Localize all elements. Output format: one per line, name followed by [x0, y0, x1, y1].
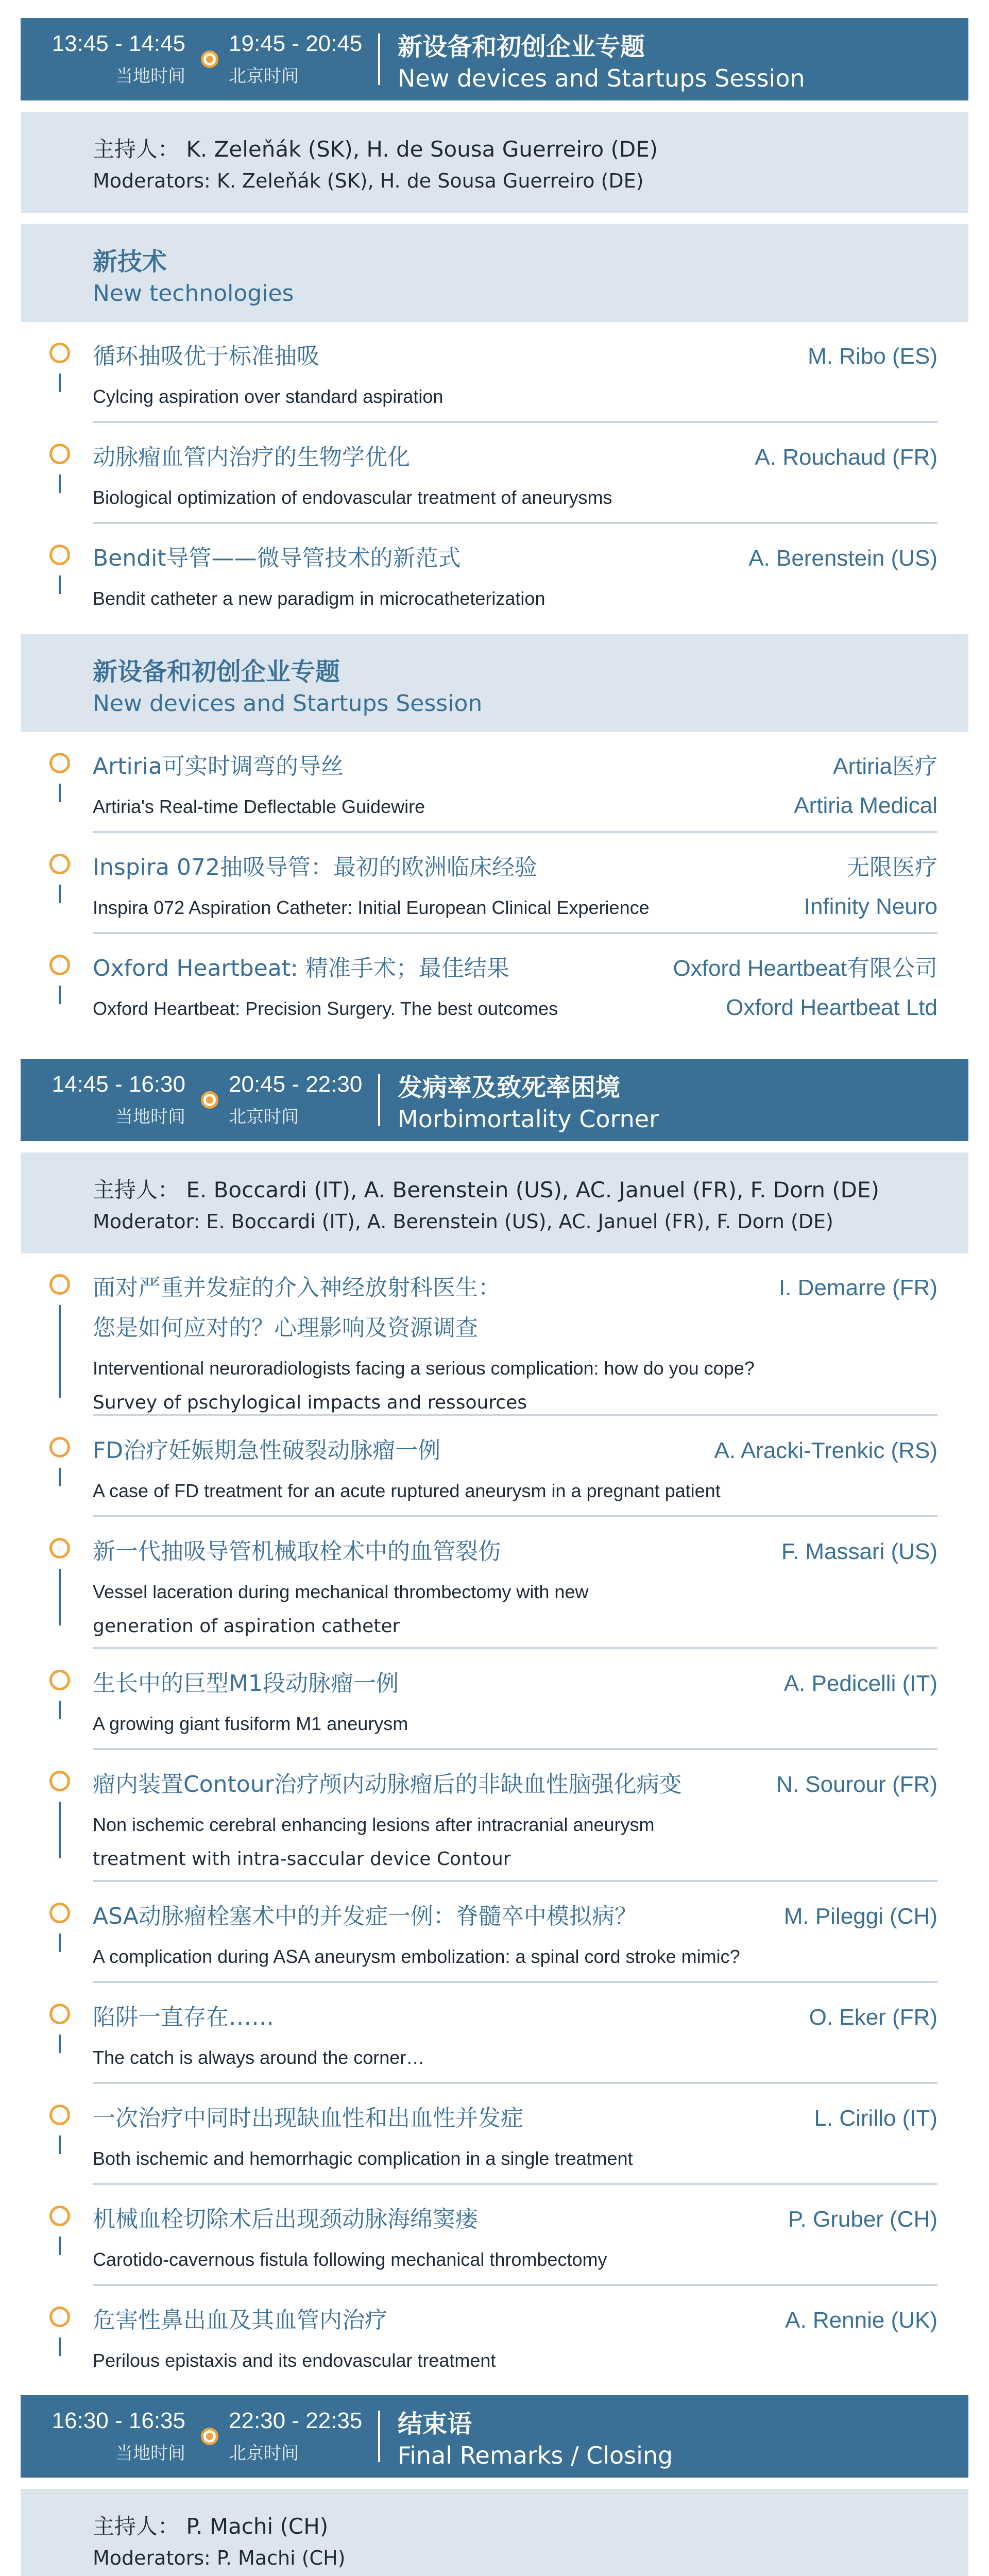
header-divider	[378, 1074, 380, 1126]
bullet-circle-icon	[49, 343, 70, 363]
bullet-circle-icon	[49, 444, 70, 464]
session-title-block	[398, 27, 805, 92]
beijing-time-block	[229, 1072, 378, 1127]
bullet-line	[59, 575, 61, 594]
bullet-line	[59, 1569, 61, 1625]
talk-speaker: O. Eker (FR)	[809, 2005, 937, 2030]
beijing-time-label: 北京时间	[229, 65, 299, 87]
talk-title-zh: Bendit导管——微导管技术的新范式	[93, 545, 461, 571]
talk-speaker: Oxford Heartbeat有限公司	[673, 956, 937, 981]
bullet-circle-icon	[49, 854, 70, 874]
talk-speaker: F. Massari (US)	[781, 1539, 937, 1564]
talk-title-en: Oxford Heartbeat: Precision Surgery. The best outcomes	[93, 998, 558, 1019]
category-en: New devices and Startups Session	[93, 690, 483, 717]
moderator-en: Moderator: E. Boccardi (IT), A. Berenstein (US), AC. Januel (FR), F. Dorn (DE)	[93, 1210, 833, 1233]
talk-speaker: A. Berenstein (US)	[748, 546, 937, 571]
talk-title-zh: 瘤内装置Contour治疗颅内动脉瘤后的非缺血性脑强化病变	[93, 1771, 682, 1798]
beijing-time-label: 北京时间	[229, 1106, 299, 1127]
bullet-circle-icon	[49, 1771, 70, 1791]
talk-item	[93, 833, 937, 934]
talk-title-en: Artiria's Real-time Deflectable Guidewire	[93, 796, 425, 817]
header-divider	[378, 2411, 380, 2462]
bullet-circle-icon	[49, 2307, 70, 2327]
local-time-label: 当地时间	[115, 1106, 185, 1127]
talk-title-en-line2: generation of aspiration catheter	[93, 1615, 400, 1637]
talk-speaker: L. Cirillo (IT)	[814, 2106, 937, 2131]
local-time: 14:45 - 16:30	[52, 1072, 185, 1097]
category-strip	[21, 224, 968, 322]
talk-item	[93, 1750, 937, 1882]
bullet-circle-icon	[49, 545, 70, 565]
talk-title-zh: 陷阱一直存在……	[93, 2004, 274, 2030]
local-time-block	[21, 31, 196, 87]
talk-item	[93, 934, 937, 1033]
header-divider	[378, 33, 380, 85]
talk-title-en: The catch is always around the corner…	[93, 2047, 425, 2068]
beijing-time: 22:30 - 22:35	[229, 2408, 363, 2434]
beijing-time-label: 北京时间	[229, 2443, 299, 2464]
talk-title-en: Carotido-cavernous fistula following mechanical thrombectomy	[93, 2249, 607, 2270]
talk-title-en: Vessel laceration during mechanical thrombectomy with new	[93, 1581, 589, 1602]
talk-title-zh: FD治疗妊娠期急性破裂动脉瘤一例	[93, 1437, 441, 1464]
bullet-line	[59, 1701, 61, 1719]
beijing-time: 20:45 - 22:30	[229, 1072, 363, 1097]
session-header	[21, 2395, 968, 2478]
session-header	[21, 18, 968, 100]
talk-speaker: A. Rennie (UK)	[785, 2308, 937, 2333]
talk-speaker-en: Oxford Heartbeat Ltd	[726, 995, 937, 1020]
bullet-line	[59, 784, 61, 802]
bullet-line	[59, 1305, 61, 1398]
clock-dot-icon	[201, 2428, 218, 2445]
session-title-block	[398, 1067, 659, 1133]
bullet-line	[59, 374, 61, 392]
bullet-line	[59, 885, 61, 903]
bullet-line	[59, 474, 61, 493]
bullet-circle-icon	[49, 2004, 70, 2024]
session-title-zh: 新设备和初创企业专题	[398, 32, 645, 61]
clock-dot-icon	[201, 50, 218, 68]
category-en: New technologies	[93, 280, 294, 307]
talk-speaker: M. Pileggi (CH)	[783, 1904, 937, 1929]
bullet-line	[59, 2236, 61, 2255]
talk-title-zh: 新一代抽吸导管机械取栓术中的血管裂伤	[93, 1538, 501, 1565]
talk-speaker: M. Ribo (ES)	[808, 344, 937, 369]
talk-title-en: Cylcing aspiration over standard aspiration	[93, 386, 444, 407]
talk-item	[93, 2286, 937, 2385]
bullet-line	[59, 1802, 61, 1858]
category-strip	[21, 634, 968, 732]
talk-title-zh-line2: 您是如何应对的？心理影响及资源调查	[93, 1315, 478, 1341]
moderator-box	[21, 2489, 968, 2576]
talk-title-en: Perilous epistaxis and its endovascular treatment	[93, 2350, 496, 2371]
talk-title-zh: 生长中的巨型M1段动脉瘤一例	[93, 1670, 399, 1697]
talk-speaker: A. Rouchaud (FR)	[755, 445, 937, 470]
local-time-block	[21, 2409, 196, 2464]
talk-speaker: I. Demarre (FR)	[779, 1275, 937, 1300]
talk-item	[93, 1882, 937, 1983]
talk-speaker: A. Aracki-Trenkic (RS)	[714, 1438, 937, 1463]
talk-item	[93, 1416, 937, 1517]
local-time-label: 当地时间	[115, 65, 185, 87]
talk-title-en: Interventional neuroradiologists facing a serious complication: how do you cope?	[93, 1358, 755, 1379]
bullet-line	[59, 986, 61, 1004]
bullet-circle-icon	[49, 2206, 70, 2226]
talk-title-en: Biological optimization of endovascular treatment of aneurysms	[93, 487, 612, 508]
talk-title-zh: 危害性鼻出血及其血管内治疗	[93, 2307, 387, 2333]
talk-title-zh: 一次治疗中同时出现缺血性和出血性并发症	[93, 2105, 523, 2131]
talk-speaker: 无限医疗	[847, 855, 937, 880]
moderator-en: Moderators: K. Zeleňák (SK), H. de Sousa Guerreiro (DE)	[93, 170, 644, 192]
local-time: 16:30 - 16:35	[52, 2408, 185, 2434]
talk-title-en-line2: Survey of pschylogical impacts and ressources	[93, 1392, 527, 1413]
local-time: 13:45 - 14:45	[52, 31, 185, 57]
talk-item	[93, 2185, 937, 2286]
bullet-line	[59, 1468, 61, 1486]
talk-title-zh: 循环抽吸优于标准抽吸	[93, 343, 319, 369]
talk-title-zh: Oxford Heartbeat: 精准手术；最佳结果	[93, 955, 509, 981]
local-time-label: 当地时间	[115, 2443, 185, 2464]
beijing-time-block	[229, 31, 378, 87]
bullet-circle-icon	[49, 955, 70, 975]
session-title-en: Final Remarks / Closing	[398, 2441, 673, 2469]
bullet-circle-icon	[49, 1274, 70, 1295]
talk-speaker-en: Infinity Neuro	[804, 894, 937, 919]
session-title-en: New devices and Startups Session	[398, 64, 805, 92]
session-header	[21, 1059, 968, 1141]
talk-item	[93, 524, 937, 623]
bullet-line	[59, 2035, 61, 2053]
program-page	[21, 18, 968, 2576]
talk-item	[93, 1253, 937, 1416]
moderator-zh: 主持人： P. Machi (CH)	[93, 2514, 329, 2539]
session-title-zh: 发病率及致死率困境	[398, 1073, 621, 1102]
talk-speaker: P. Gruber (CH)	[788, 2207, 937, 2232]
bullet-circle-icon	[49, 1670, 70, 1690]
category-zh: 新设备和初创企业专题	[93, 657, 340, 686]
talk-speaker: Artiria医疗	[833, 754, 937, 779]
bullet-circle-icon	[49, 1437, 70, 1458]
session-title-en: Morbimortality Corner	[398, 1105, 659, 1133]
category-zh: 新技术	[93, 247, 167, 276]
moderator-box	[21, 112, 968, 213]
talk-title-en: A growing giant fusiform M1 aneurysm	[93, 1713, 408, 1734]
clock-dot-icon	[201, 1091, 218, 1109]
talk-title-zh: ASA动脉瘤栓塞术中的并发症一例：脊髓卒中模拟病？	[93, 1903, 637, 1929]
talk-speaker-en: Artiria Medical	[794, 793, 937, 818]
moderator-zh: 主持人： E. Boccardi (IT), A. Berenstein (US), AC. Januel (FR), F. Dorn (DE)	[93, 1177, 879, 1202]
talk-title-zh: Inspira 072抽吸导管：最初的欧洲临床经验	[93, 854, 537, 880]
bullet-line	[59, 1934, 61, 1952]
talk-title-zh: 面对严重并发症的介入神经放射科医生：	[93, 1275, 501, 1301]
talk-item	[93, 1983, 937, 2084]
session-title-zh: 结束语	[398, 2409, 472, 2438]
talk-title-zh: 机械血栓切除术后出现颈动脉海绵窦瘘	[93, 2206, 478, 2232]
talk-title-zh: 动脉瘤血管内治疗的生物学优化	[93, 444, 410, 470]
talk-title-en: Non ischemic cerebral enhancing lesions after intracranial aneurysm	[93, 1814, 655, 1835]
moderator-box	[21, 1153, 968, 1253]
talk-speaker: A. Pedicelli (IT)	[783, 1671, 937, 1696]
talk-item	[93, 322, 937, 423]
talk-title-en: Both ischemic and hemorrhagic complication in a single treatment	[93, 2148, 633, 2169]
talk-item	[93, 1649, 937, 1750]
beijing-time-block	[229, 2409, 378, 2464]
talk-title-en-line2: treatment with intra-saccular device Contour	[93, 1848, 511, 1870]
bullet-line	[59, 2337, 61, 2356]
moderator-en: Moderators: P. Machi (CH)	[93, 2547, 346, 2569]
bullet-circle-icon	[49, 2105, 70, 2125]
talk-title-zh: Artiria可实时调弯的导丝	[93, 753, 344, 779]
moderator-zh: 主持人： K. Zeleňák (SK), H. de Sousa Guerreiro (DE)	[93, 137, 658, 162]
talk-item	[93, 2084, 937, 2185]
talk-title-en: Inspira 072 Aspiration Catheter: Initial European Clinical Experience	[93, 897, 650, 918]
local-time-block	[21, 1072, 196, 1127]
beijing-time: 19:45 - 20:45	[229, 31, 363, 57]
bullet-circle-icon	[49, 753, 70, 773]
talk-item	[93, 732, 937, 833]
bullet-line	[59, 2136, 61, 2154]
talk-title-en: A complication during ASA aneurysm embolization: a spinal cord stroke mimic?	[93, 1946, 740, 1967]
bullet-circle-icon	[49, 1538, 70, 1558]
talk-speaker: N. Sourour (FR)	[776, 1772, 937, 1797]
talk-item	[93, 1517, 937, 1649]
session-title-block	[398, 2404, 673, 2469]
talk-title-en: Bendit catheter a new paradigm in microcatheterization	[93, 588, 545, 609]
talk-item	[93, 423, 937, 524]
bullet-circle-icon	[49, 1903, 70, 1923]
talk-title-en: A case of FD treatment for an acute ruptured aneurysm in a pregnant patient	[93, 1480, 721, 1501]
